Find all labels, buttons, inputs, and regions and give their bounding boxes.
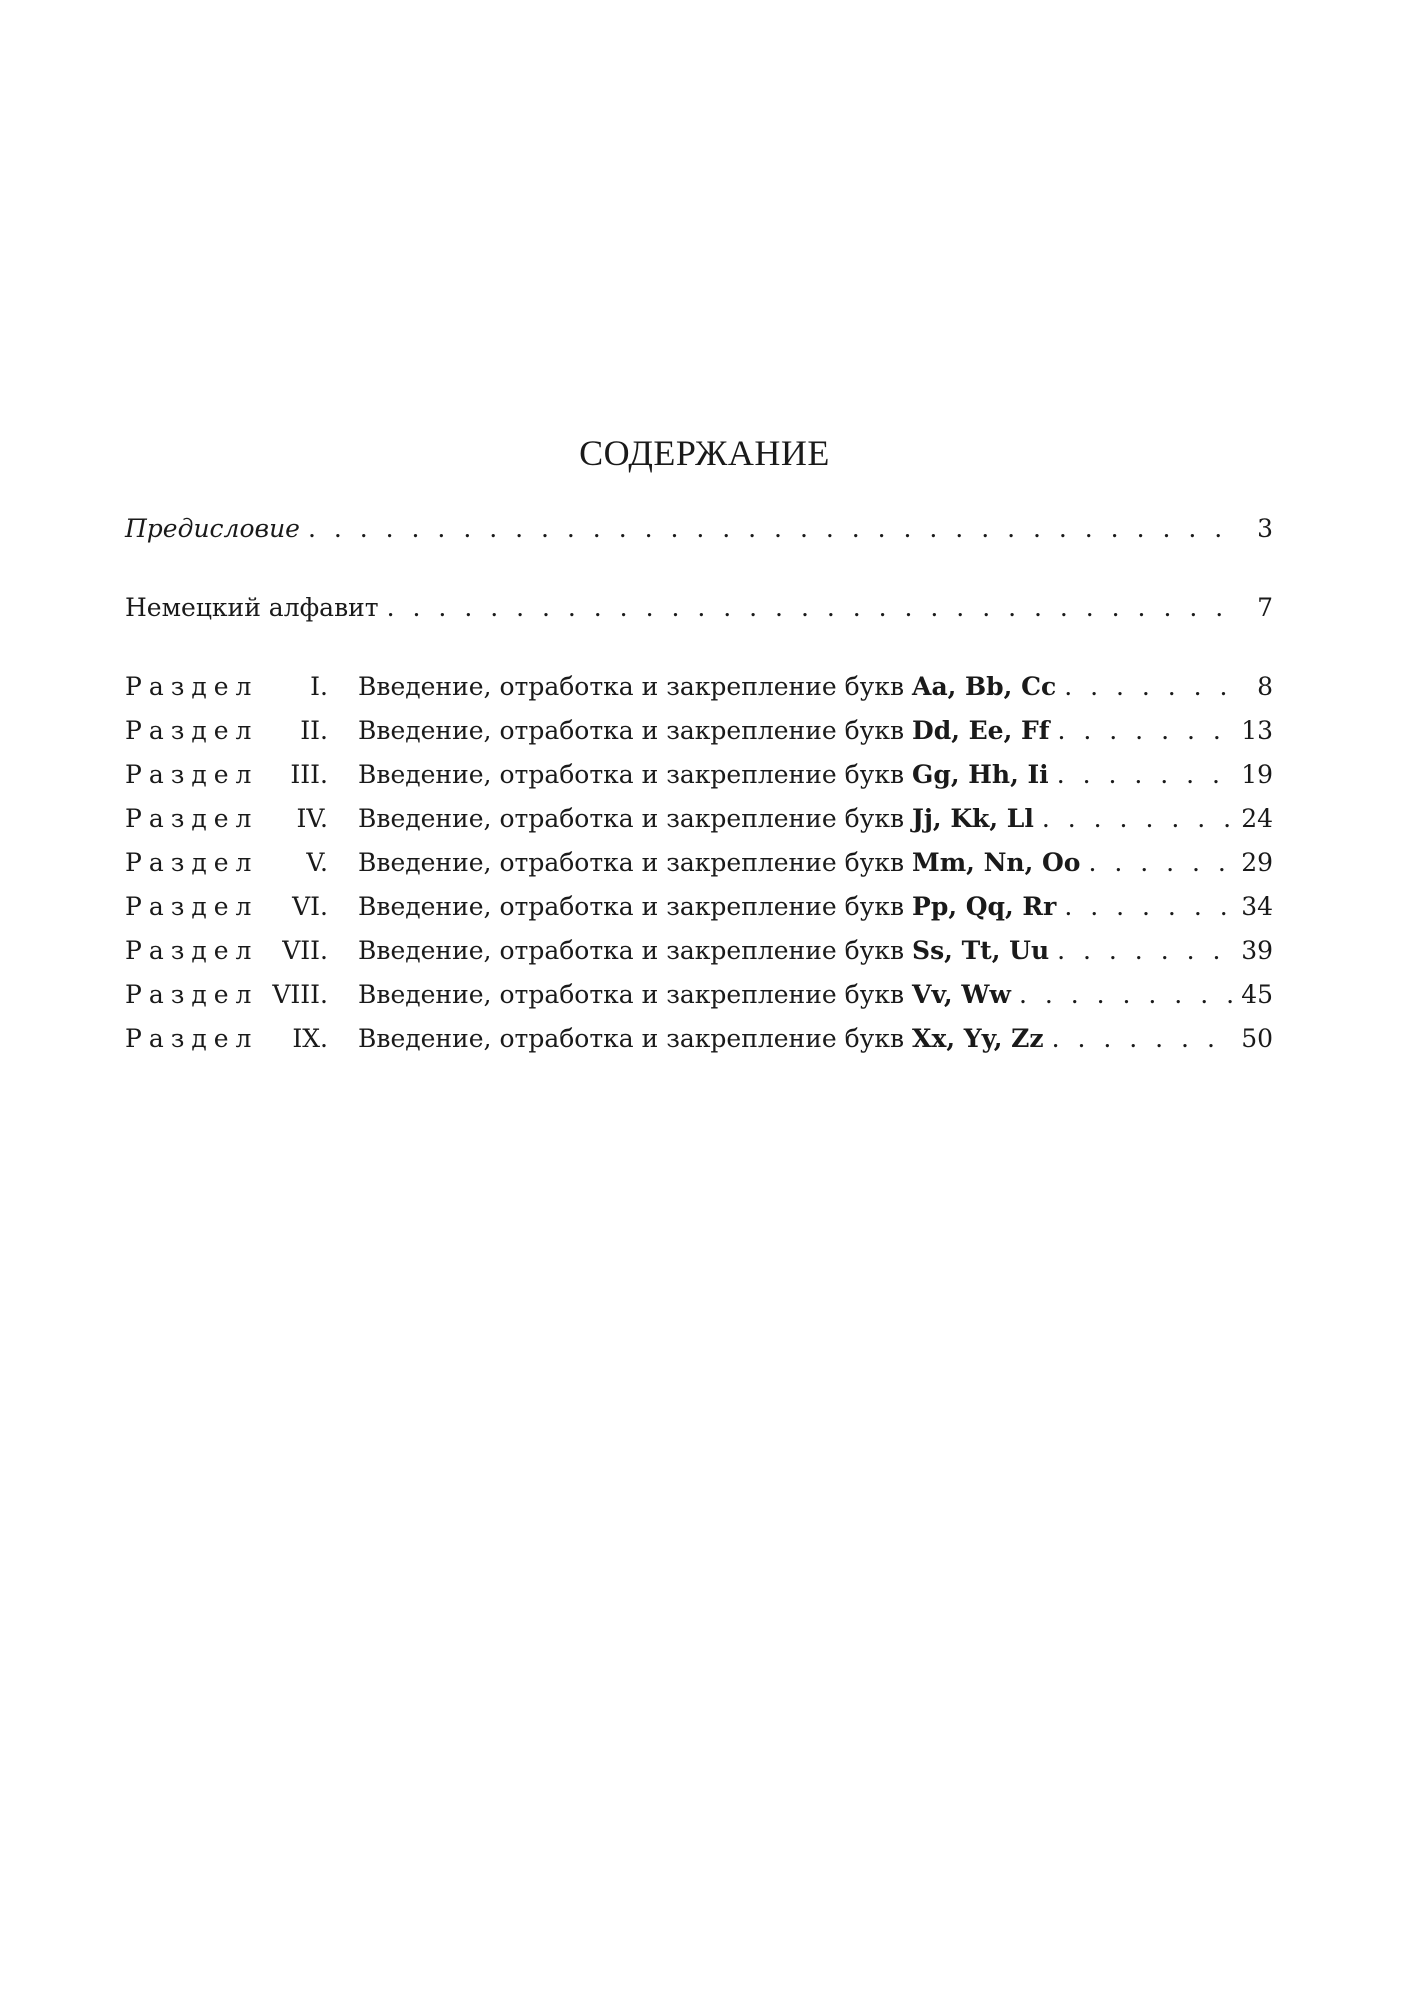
section-number: V. bbox=[306, 848, 328, 877]
section-number: IV. bbox=[296, 804, 328, 833]
section-description: Введение, отработка и закрепление букв Dd, Ee, Ff bbox=[358, 716, 1050, 745]
section-number: VIII. bbox=[272, 980, 328, 1009]
section-description: Введение, отработка и закрепление букв Ss, Tt, Uu bbox=[358, 936, 1050, 965]
section-description: Введение, отработка и закрепление букв Xx, Yy, Zz bbox=[358, 1024, 1044, 1053]
toc-entry-label: Предисловие bbox=[125, 507, 308, 551]
dot-leader bbox=[1019, 973, 1235, 1017]
dot-leader bbox=[1064, 885, 1235, 929]
toc-entry-section[interactable] bbox=[125, 665, 1273, 709]
section-description: Введение, отработка и закрепление букв Gg, Hh, Ii bbox=[358, 760, 1049, 789]
toc-entry-section[interactable] bbox=[125, 841, 1273, 885]
toc-entry-section[interactable] bbox=[125, 753, 1273, 797]
section-number: II. bbox=[300, 716, 328, 745]
section-number: I. bbox=[310, 672, 328, 701]
toc-entry-section[interactable] bbox=[125, 929, 1273, 973]
dot-leader bbox=[1042, 797, 1235, 841]
section-description: Введение, отработка и закрепление букв Jj, Kk, Ll bbox=[358, 804, 1034, 833]
section-letters: Jj, Kk, Ll bbox=[912, 804, 1034, 833]
dot-leader bbox=[1057, 929, 1235, 973]
toc-page-number: 7 bbox=[1257, 593, 1273, 622]
toc-entry-label: Немецкий алфавит bbox=[125, 586, 387, 630]
section-description: Введение, отработка и закрепление букв Pp, Qq, Rr bbox=[358, 892, 1057, 921]
table-of-contents bbox=[125, 507, 1273, 1061]
toc-page-number: 45 bbox=[1241, 980, 1273, 1009]
section-word: Раздел bbox=[125, 1024, 259, 1053]
toc-entry-preface[interactable] bbox=[125, 507, 1273, 551]
toc-entry-section[interactable] bbox=[125, 885, 1273, 929]
dot-leader bbox=[387, 586, 1241, 630]
section-word: Раздел bbox=[125, 804, 259, 833]
toc-entry-alphabet[interactable] bbox=[125, 586, 1273, 630]
toc-page-number: 39 bbox=[1241, 936, 1273, 965]
section-number: VII. bbox=[282, 936, 328, 965]
section-word: Раздел bbox=[125, 936, 259, 965]
toc-entry-section[interactable] bbox=[125, 709, 1273, 753]
section-number: IX. bbox=[292, 1024, 328, 1053]
toc-page-number: 34 bbox=[1241, 892, 1273, 921]
section-word: Раздел bbox=[125, 892, 259, 921]
section-letters: Vv, Ww bbox=[912, 980, 1011, 1009]
toc-sections-list bbox=[125, 665, 1273, 1061]
section-letters: Xx, Yy, Zz bbox=[912, 1024, 1044, 1053]
toc-page-number: 3 bbox=[1257, 514, 1273, 543]
toc-entry-section[interactable] bbox=[125, 1017, 1273, 1061]
section-letters: Ss, Tt, Uu bbox=[912, 936, 1050, 965]
section-letters: Pp, Qq, Rr bbox=[912, 892, 1057, 921]
section-word: Раздел bbox=[125, 716, 259, 745]
toc-page-number: 24 bbox=[1241, 804, 1273, 833]
toc-page-number: 29 bbox=[1241, 848, 1273, 877]
toc-page-number: 19 bbox=[1241, 760, 1273, 789]
section-letters: Dd, Ee, Ff bbox=[912, 716, 1050, 745]
page-title: СОДЕРЖАНИЕ bbox=[579, 433, 830, 473]
toc-page-number: 50 bbox=[1241, 1024, 1273, 1053]
section-word: Раздел bbox=[125, 760, 259, 789]
toc-page-number: 8 bbox=[1257, 672, 1273, 701]
section-word: Раздел bbox=[125, 672, 259, 701]
section-description: Введение, отработка и закрепление букв Aa, Bb, Cc bbox=[358, 672, 1057, 701]
dot-leader bbox=[1058, 709, 1236, 753]
section-letters: Mm, Nn, Oo bbox=[912, 848, 1081, 877]
section-word: Раздел bbox=[125, 848, 259, 877]
dot-leader bbox=[308, 507, 1241, 551]
section-description: Введение, отработка и закрепление букв Mm, Nn, Oo bbox=[358, 848, 1081, 877]
dot-leader bbox=[1088, 841, 1235, 885]
dot-leader bbox=[1052, 1017, 1236, 1061]
section-number: VI. bbox=[292, 892, 328, 921]
section-number: III. bbox=[290, 760, 328, 789]
toc-entry-section[interactable] bbox=[125, 797, 1273, 841]
section-word: Раздел bbox=[125, 980, 259, 1009]
section-letters: Aa, Bb, Cc bbox=[912, 672, 1057, 701]
dot-leader bbox=[1064, 665, 1241, 709]
section-description: Введение, отработка и закрепление букв Vv, Ww bbox=[358, 980, 1011, 1009]
section-letters: Gg, Hh, Ii bbox=[912, 760, 1049, 789]
toc-page-number: 13 bbox=[1241, 716, 1273, 745]
toc-entry-section[interactable] bbox=[125, 973, 1273, 1017]
dot-leader bbox=[1057, 753, 1236, 797]
